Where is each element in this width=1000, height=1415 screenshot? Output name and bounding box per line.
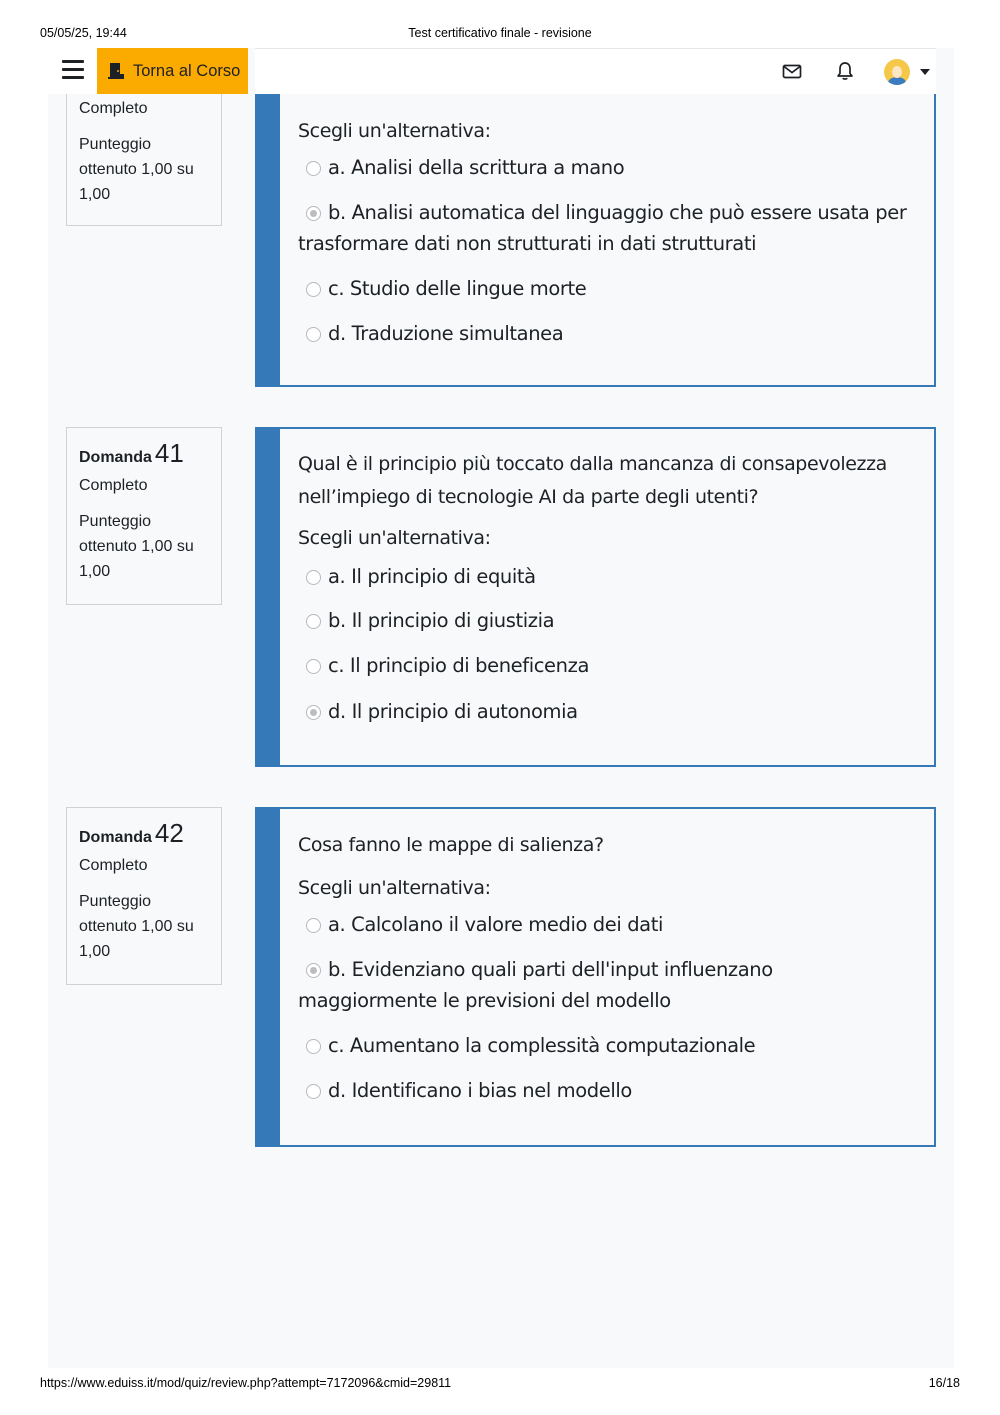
answer-option[interactable]: c. Studio delle lingue morte: [298, 273, 916, 304]
radio-button[interactable]: [306, 327, 321, 342]
question-text: Qual è il principio più toccato dalla mancanza di consapevolezza nell’impiego di tecnologie AI da parte degli utenti?: [298, 453, 887, 508]
answer-option[interactable]: b. Analisi automatica del linguaggio che può essere usata per trasformare dati non strutturati in dati strutturati: [298, 201, 907, 255]
answer-option[interactable]: c. Il principio di beneficenza: [298, 650, 916, 681]
question-info-42: [66, 807, 222, 985]
radio-button[interactable]: [306, 1039, 321, 1054]
question-number: Domanda 41: [79, 438, 184, 468]
print-date: 05/05/25, 19:44: [40, 26, 127, 40]
question-card-40: [255, 48, 936, 387]
envelope-icon[interactable]: [781, 60, 803, 82]
document-title: Test certificativo finale - revisione: [408, 26, 592, 40]
answer-option[interactable]: a. Il principio di equità: [298, 561, 916, 592]
avatar[interactable]: [884, 59, 910, 85]
radio-button-checked[interactable]: [306, 705, 321, 720]
radio-button[interactable]: [306, 614, 321, 629]
radio-button[interactable]: [306, 1084, 321, 1099]
question-grade: Punteggio ottenuto 1,00 su 1,00: [79, 893, 194, 960]
question-grade: Punteggio ottenuto 1,00 su 1,00: [79, 513, 194, 580]
question-info-41: [66, 427, 222, 605]
menu-icon[interactable]: [62, 60, 84, 80]
answer-option[interactable]: d. Identificano i bias nel modello: [298, 1075, 916, 1106]
answer-prompt: Scegli un'alternativa:: [298, 120, 491, 142]
answer-prompt: Scegli un'alternativa:: [298, 527, 491, 549]
radio-button[interactable]: [306, 161, 321, 176]
door-icon: [107, 62, 125, 80]
answer-option[interactable]: a. Analisi della scrittura a mano: [298, 152, 916, 183]
question-state: Completo: [79, 100, 148, 117]
page-number: 16/18: [928, 1376, 960, 1390]
answer-prompt: Scegli un'alternativa:: [298, 877, 491, 899]
radio-button[interactable]: [306, 282, 321, 297]
answer-option[interactable]: c. Aumentano la complessità computazionale: [298, 1030, 916, 1061]
radio-button[interactable]: [306, 659, 321, 674]
caret-down-icon[interactable]: [920, 69, 930, 75]
question-card-42: [255, 807, 936, 1147]
radio-button-checked[interactable]: [306, 963, 321, 978]
question-grade: Punteggio ottenuto 1,00 su 1,00: [79, 136, 194, 203]
back-to-course-label: Torna al Corso: [133, 61, 241, 80]
answer-option[interactable]: d. Il principio di autonomia: [298, 696, 916, 727]
radio-button[interactable]: [306, 570, 321, 585]
question-text: Cosa fanno le mappe di salienza?: [298, 834, 604, 856]
bell-icon[interactable]: [834, 60, 856, 82]
question-card-41: [255, 427, 936, 767]
answer-option[interactable]: b. Evidenziano quali parti dell'input influenzano maggiormente le previsioni del modello: [298, 958, 773, 1012]
answer-option[interactable]: a. Calcolano il valore medio dei dati: [298, 909, 916, 940]
question-number: Domanda 42: [79, 818, 184, 848]
top-navbar: [48, 48, 954, 94]
answer-option[interactable]: d. Traduzione simultanea: [298, 318, 916, 349]
radio-button-checked[interactable]: [306, 206, 321, 221]
question-state: Completo: [79, 857, 148, 874]
question-state: Completo: [79, 477, 148, 494]
back-to-course-button[interactable]: [97, 48, 248, 94]
radio-button[interactable]: [306, 918, 321, 933]
print-header: [0, 0, 1000, 46]
page-url: https://www.eduiss.it/mod/quiz/review.php?attempt=7172096&cmid=29811: [40, 1376, 452, 1390]
answer-option[interactable]: b. Il principio di giustizia: [298, 605, 916, 636]
